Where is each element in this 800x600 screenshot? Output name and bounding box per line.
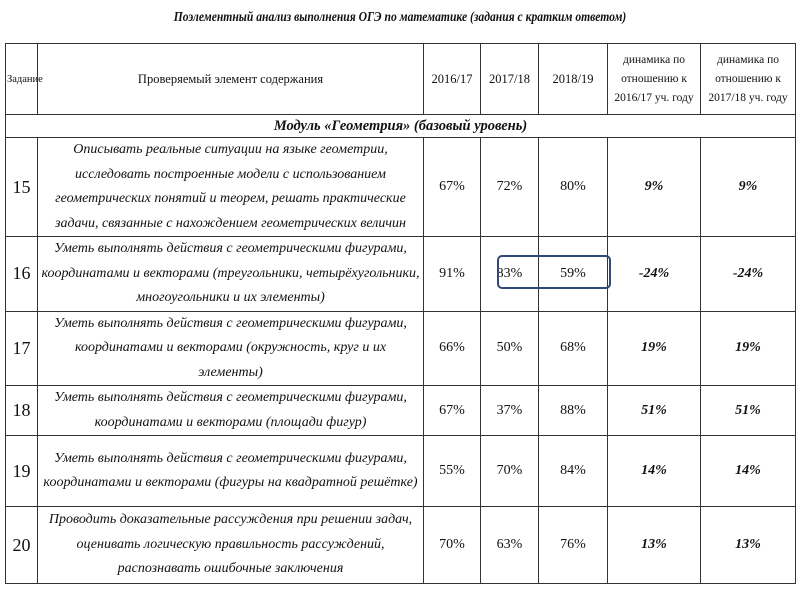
score-2018-19: 88%: [539, 386, 608, 436]
table-row: [6, 237, 796, 312]
highlight-box: [497, 255, 611, 289]
score-2017-18: 37%: [481, 386, 539, 436]
element-description: Уметь выполнять действия с геометрическими фигурами, координатами и векторами (треугольники, четырёхугольники, многоугольники и их элементы): [38, 237, 424, 312]
score-2017-18: 70%: [481, 436, 539, 507]
header-element: Проверяемый элемент содержания: [38, 44, 424, 115]
task-number: 17: [6, 311, 38, 386]
score-2016-17: 66%: [424, 311, 481, 386]
table-row: [6, 386, 796, 436]
header-dynamics-2017-18: динамика по отношению к 2017/18 уч. году: [701, 44, 796, 115]
score-2018-19: 80%: [539, 138, 608, 237]
score-2017-18: 83%: [481, 237, 539, 312]
element-description: Описывать реальные ситуации на языке геометрии, исследовать построенные модели с использованием геометрических понятий и теорем, решать практические задачи, связанные с нахождением геометрических величин: [38, 138, 424, 237]
element-description: Уметь выполнять действия с геометрическими фигурами, координатами и векторами (окружность, круг и их элементы): [38, 311, 424, 386]
dynamics-2016-17: 51%: [608, 386, 701, 436]
dynamics-2017-18: 13%: [701, 507, 796, 584]
element-description: Проводить доказательные рассуждения при решении задач, оценивать логическую правильность рассуждений, распознавать ошибочные заключения: [38, 507, 424, 584]
module-title: Модуль «Геометрия» (базовый уровень): [6, 115, 796, 138]
header-2017-18: 2017/18: [481, 44, 539, 115]
dynamics-2017-18: -24%: [701, 237, 796, 312]
module-row: [6, 115, 796, 138]
table-row: [6, 311, 796, 386]
score-2016-17: 70%: [424, 507, 481, 584]
table-row: [6, 507, 796, 584]
score-2018-19: 76%: [539, 507, 608, 584]
header-task: Задание: [6, 44, 38, 115]
task-number: 19: [6, 436, 38, 507]
task-number: 18: [6, 386, 38, 436]
score-2018-19: 68%: [539, 311, 608, 386]
dynamics-2017-18: 9%: [701, 138, 796, 237]
task-number: 15: [6, 138, 38, 237]
dynamics-2016-17: 19%: [608, 311, 701, 386]
dynamics-2017-18: 14%: [701, 436, 796, 507]
score-2018-19: 84%: [539, 436, 608, 507]
table-row: [6, 138, 796, 237]
element-description: Уметь выполнять действия с геометрическими фигурами, координатами и векторами (площади фигур): [38, 386, 424, 436]
score-2016-17: 67%: [424, 138, 481, 237]
score-2018-19: 59%: [539, 237, 608, 312]
score-2016-17: 67%: [424, 386, 481, 436]
dynamics-2016-17: 9%: [608, 138, 701, 237]
document-title: Поэлементный анализ выполнения ОГЭ по математике (задания с кратким ответом): [173, 9, 627, 24]
dynamics-2016-17: 13%: [608, 507, 701, 584]
score-2016-17: 91%: [424, 237, 481, 312]
dynamics-2016-17: -24%: [608, 237, 701, 312]
dynamics-2016-17: 14%: [608, 436, 701, 507]
header-2018-19: 2018/19: [539, 44, 608, 115]
score-2017-18: 50%: [481, 311, 539, 386]
task-number: 20: [6, 507, 38, 584]
score-2017-18: 72%: [481, 138, 539, 237]
score-2017-18: 63%: [481, 507, 539, 584]
header-row: [6, 44, 796, 115]
score-2016-17: 55%: [424, 436, 481, 507]
table-row: [6, 436, 796, 507]
element-description: Уметь выполнять действия с геометрическими фигурами, координатами и векторами (фигуры на квадратной решётке): [38, 436, 424, 507]
header-2016-17: 2016/17: [424, 44, 481, 115]
task-number: 16: [6, 237, 38, 312]
analysis-table: [5, 43, 796, 584]
header-dynamics-2016-17: динамика по отношению к 2016/17 уч. году: [608, 44, 701, 115]
dynamics-2017-18: 19%: [701, 311, 796, 386]
dynamics-2017-18: 51%: [701, 386, 796, 436]
